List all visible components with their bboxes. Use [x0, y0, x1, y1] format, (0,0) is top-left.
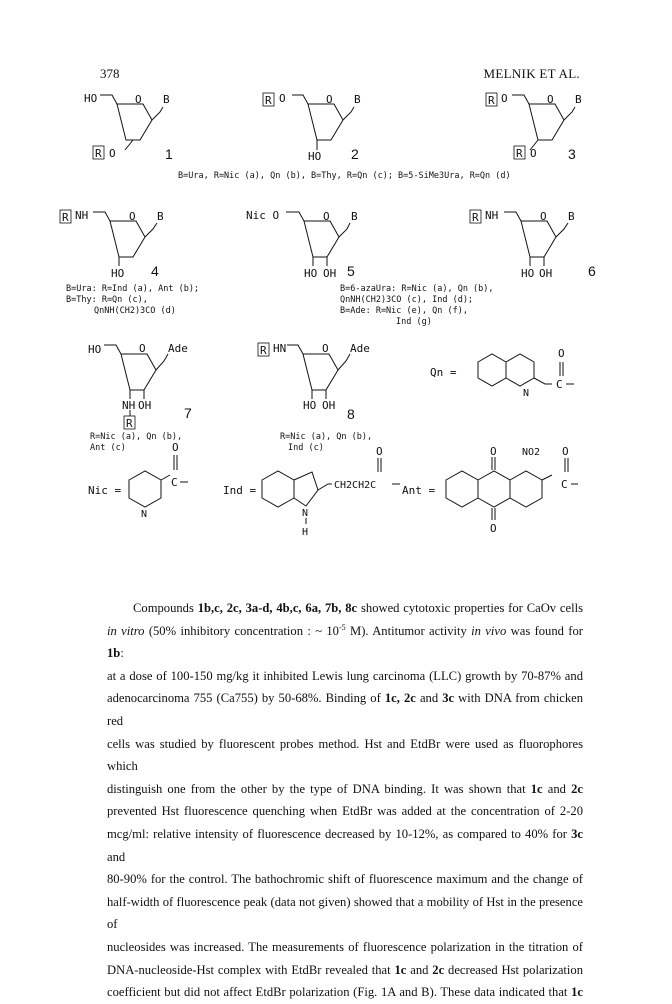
ring-5 [304, 221, 339, 257]
c5-caption-4: Ind (g) [396, 317, 432, 327]
c6-r: R [472, 211, 479, 224]
qn-o: O [558, 347, 565, 360]
ind-h: H [302, 527, 309, 538]
text-line-12: DNA-nucleoside-Hst complex with EtdBr revealed that 1c and 2c decreased Hst polarization [107, 962, 584, 977]
c4-r: R [62, 211, 69, 224]
c8-hn: HN [273, 342, 287, 355]
text-line-13: coefficient but did not affect EtdBr polarization (Fig. 1A and B). These data indicated that 1c [107, 985, 583, 1000]
ring-6 [521, 221, 556, 257]
ant-label: Ant = [402, 484, 436, 497]
c7-number: 7 [184, 405, 192, 421]
ring-7 [121, 354, 156, 390]
ring-1 [117, 104, 152, 140]
page-number: 378 [100, 66, 120, 81]
c5-caption-3: B=Ade: R=Nic (e), Qn (f), [340, 306, 468, 316]
c3-r3: R [516, 147, 523, 160]
ring-2 [308, 104, 343, 140]
body-paragraph [107, 597, 583, 1004]
c6-o: O [540, 210, 547, 223]
c7-caption-1: R=Nic (a), Qn (b), [90, 432, 183, 442]
text-line-3: at a dose of 100-150 mg/kg it inhibited Lewis lung carcinoma (LLC) growth by 70-87% and [107, 668, 583, 683]
text-line-6: distinguish one from the other by the type of DNA binding. It was shown that 1c and 2c [107, 781, 583, 796]
c8-ade: Ade [350, 342, 370, 355]
c2-o5: O [279, 92, 286, 105]
c4-caption-2: B=Thy: R=Qn (c), [66, 295, 148, 305]
c2-number: 2 [351, 146, 359, 162]
text-line-10: half-width of fluorescence peak (data not given) showed that a mobility of Hst in the presence of [107, 894, 583, 932]
c7-ho: HO [88, 343, 102, 356]
c4-b: B [157, 210, 164, 223]
c7-ade: Ade [168, 342, 188, 355]
ant-o-top: O [490, 445, 497, 458]
c3-o3: O [530, 147, 537, 160]
qn-label: Qn = [430, 366, 457, 379]
anthraquinone-ring [446, 471, 542, 507]
qn-n: N [523, 388, 530, 399]
nic-c: C [171, 476, 178, 489]
c4-caption-1: B=Ura: R=Ind (a), Ant (b); [66, 284, 200, 294]
c8-caption-2: Ind (c) [288, 443, 324, 453]
c5-o: O [323, 210, 330, 223]
qn-c: C [556, 378, 563, 391]
c7-oh: OH [138, 399, 152, 412]
c8-r: R [260, 344, 267, 357]
c6-oh: OH [539, 267, 553, 280]
c6-number: 6 [588, 263, 596, 279]
ant-o-carbonyl: O [562, 445, 569, 458]
c6-nh: NH [485, 209, 499, 222]
c2-r: R [265, 94, 272, 107]
ant-no2: NO2 [522, 447, 541, 458]
c3-r: R [488, 94, 495, 107]
c2-b: B [354, 93, 361, 106]
text-line-4: adenocarcinoma 755 (Ca755) by 50-68%. Binding of 1c, 2c and 3c with DNA from chicken red [107, 691, 583, 728]
c1-o3: O [109, 147, 116, 160]
c8-ho: HO [303, 399, 317, 412]
text-line-2: in vitro (50% inhibitory concentration : ~ $10^{-5}$ M). Antitumor activity in vivo was found for 1b: [107, 622, 583, 661]
ind-label: Ind = [223, 484, 257, 497]
running-head: MELNIK ET AL. [483, 66, 580, 81]
ring-8 [303, 354, 338, 390]
c1-r: R [95, 147, 102, 160]
ind-n: N [302, 508, 309, 519]
c4-number: 4 [151, 263, 159, 279]
text-line-5: cells was studied by fluorescent probes method. Hst and EtdBr were used as fluorophores which [107, 736, 583, 774]
c7-o: O [139, 342, 146, 355]
c1-o: O [135, 93, 142, 106]
ant-o-bottom: O [490, 522, 497, 535]
c1-ho: HO [84, 92, 98, 105]
text-line-9: 80-90% for the control. The bathochromic shift of fluorescence maximum and the change of [107, 872, 583, 887]
row1-caption: B=Ura, R=Nic (a), Qn (b), B=Thy, R=Qn (c); B=5-SiMe3Ura, R=Qn (d) [178, 171, 511, 181]
c3-o: O [547, 93, 554, 106]
c1-number: 1 [165, 146, 173, 162]
c5-oh: OH [323, 267, 337, 280]
c2-ho: HO [308, 150, 322, 163]
c4-o: O [129, 210, 136, 223]
ring-3 [529, 104, 564, 140]
c5-nic-o: Nic O [246, 209, 280, 222]
c7-r: R [126, 417, 133, 430]
c5-number: 5 [347, 263, 355, 279]
ring-4 [110, 221, 145, 257]
c7-nh: NH [122, 399, 136, 412]
text-line-7: prevented Hst fluorescence quenching when EtdBr was added at the concentration of 2-20 [107, 804, 583, 819]
c1-b: B [163, 93, 170, 106]
c2-o: O [326, 93, 333, 106]
quinoline-ring [478, 354, 534, 386]
c4-nh: NH [75, 209, 89, 222]
c3-number: 3 [568, 146, 576, 162]
c4-ho: HO [111, 267, 125, 280]
text-line-11: nucleosides was increased. The measurements of fluorescence polarization in the titration of [107, 939, 583, 954]
c8-oh: OH [322, 399, 336, 412]
c4-caption-3: QnNH(CH2)3CO (d) [94, 306, 176, 316]
c8-caption-1: R=Nic (a), Qn (b), [280, 432, 373, 442]
indole-ring [262, 471, 318, 507]
c6-ho: HO [521, 267, 535, 280]
pyridine-ring [129, 471, 161, 507]
c5-caption-1: B=6-azaUra: R=Nic (a), Qn (b), [340, 284, 494, 294]
c5-caption-2: QnNH(CH2)3CO (c), Ind (d); [340, 295, 474, 305]
c7-caption-2: Ant (c) [90, 443, 126, 453]
ind-chain: CH2CH2C [334, 480, 377, 491]
c8-o: O [322, 342, 329, 355]
ant-c: C [561, 478, 568, 491]
text-line-1: Compounds 1b,c, 2c, 3a-d, 4b,c, 6a, 7b, 8c showed cytotoxic properties for CaOv cells [133, 601, 583, 615]
ind-o: O [376, 445, 383, 458]
c6-b: B [568, 210, 575, 223]
c5-ho: HO [304, 267, 318, 280]
nic-n: N [141, 509, 148, 520]
c5-b: B [351, 210, 358, 223]
c8-number: 8 [347, 406, 355, 422]
c3-o5: O [501, 92, 508, 105]
nic-label: Nic = [88, 484, 122, 497]
text-line-8: mcg/ml: relative intensity of fluorescence decreased by 10-12%, as compared to 40% for 3c and [107, 826, 583, 864]
nic-o: O [172, 441, 179, 454]
c3-b: B [575, 93, 582, 106]
